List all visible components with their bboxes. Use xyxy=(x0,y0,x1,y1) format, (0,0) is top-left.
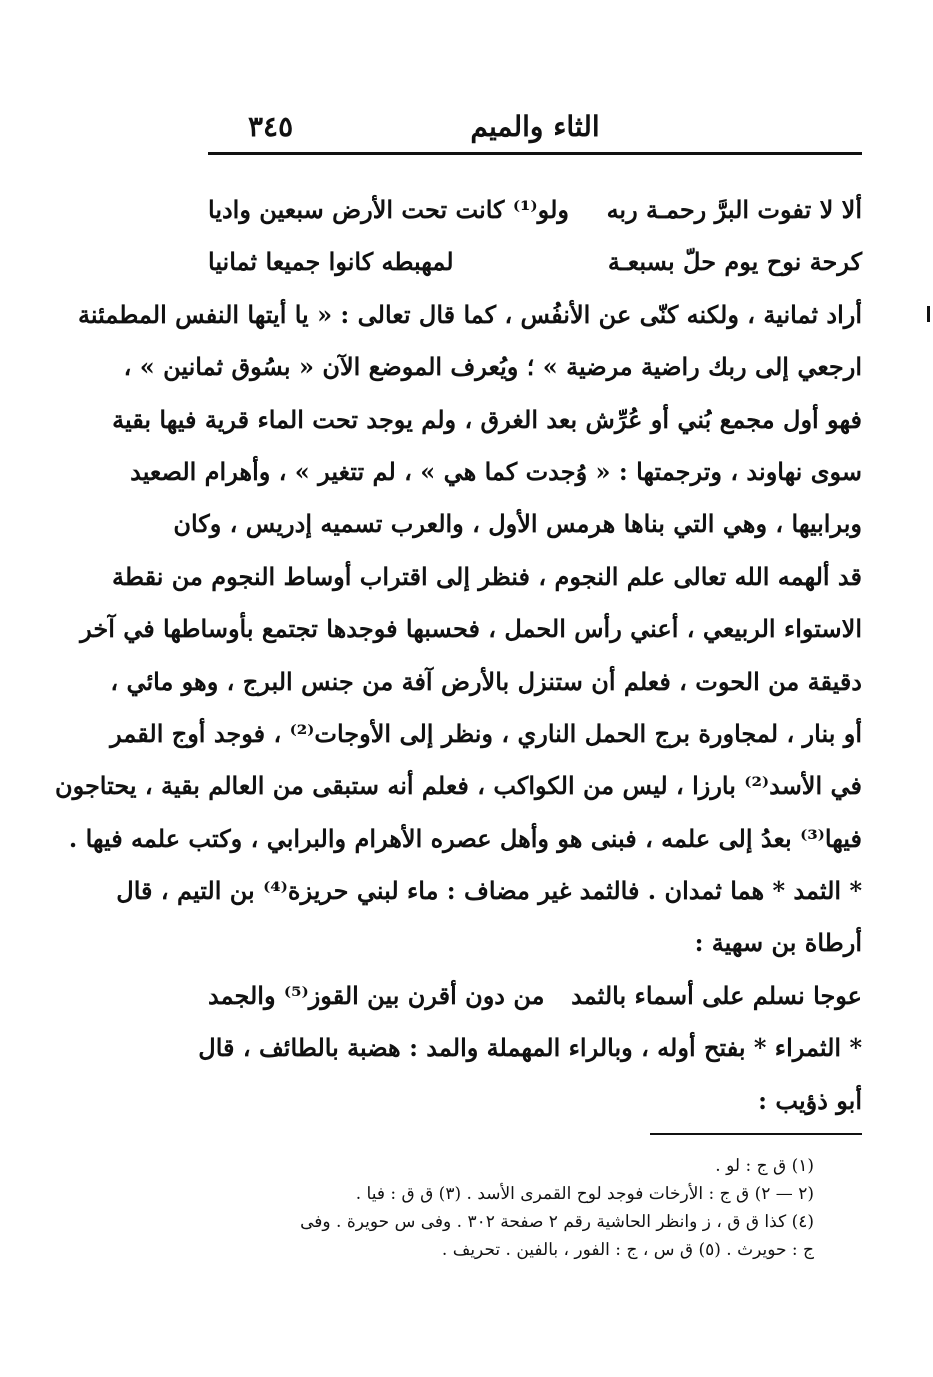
text-line: ارجعي إلى ربك راضية مرضية » ؛ ويُعرف الموضع الآن « بسُوق ثمانين » ، xyxy=(123,352,862,382)
text-line: فيها⁽³⁾ بعدُ إلى علمه ، فبنى هو وأهل عصره الأهرام والبرابي ، وكتب علمه فيها . xyxy=(68,823,862,853)
text-line: فهو أول مجمع بُني أو عُرِّش بعد الغرق ، ولم يوجد تحت الماء قرية فيها بقية xyxy=(112,404,862,434)
text-line: في الأسد⁽²⁾ بارزا ، ليس من الكواكب ، فعلم أنه ستبقى من العالم بقية ، يحتاجون xyxy=(54,771,862,801)
main-text xyxy=(54,184,862,1127)
text-line: قد ألهمه الله تعالى علم النجوم ، فنظر إلى اقتراب أوساط النجوم من نقطة xyxy=(112,561,862,591)
verse-hemistich-left: لمهبطه كانوا جميعا ثمانيا xyxy=(208,247,454,277)
verse-hemistich-right: كرحة نوح يوم حلّ بسبعـة xyxy=(607,247,862,277)
page-header xyxy=(208,104,862,148)
verse-hemistich-left: ولو⁽¹⁾ كانت تحت الأرض سبعين واديا xyxy=(208,195,569,224)
verse-line xyxy=(208,970,862,1022)
footnotes xyxy=(224,1152,814,1264)
footnote: (٢ — ٢) ق ج : الأرخات فوجد لوح القمرى الأسد . (٣) ق ق : فيا . xyxy=(355,1184,814,1204)
text-line: أرطاة بن سهية : xyxy=(694,928,862,958)
entry-heading-line: * الثمد * هما ثمدان . فالثمد غير مضاف : ماء لبني حريزة⁽⁴⁾ بن التيم ، قال xyxy=(116,876,862,906)
running-title: الثاء والميم xyxy=(470,110,600,143)
text-line: أو بنار ، لمجاورة برج الحمل الناري ، ونظر إلى الأوجات⁽²⁾ ، فوجد أوج القمر xyxy=(110,718,862,748)
footnote: (٤) كذا ق ق ، ز وانظر الحاشية رقم ٢ صفحة ٣٠٢ . وفى س حويرة . وفى xyxy=(300,1212,814,1232)
text-line: دقيقة من الحوت ، فعلم أن ستنزل بالأرض آفة من جنس البرج ، وهو مائي ، xyxy=(110,666,862,696)
footnote: ج : حويرث . (٥) ق س ، ج : الفور ، بالفين . تحريف . xyxy=(441,1240,814,1260)
entry-heading-line: * الثمراء * بفتح أوله ، وبالراء المهملة والمد : هضبة بالطائف ، قال xyxy=(198,1033,862,1063)
text-line: سوى نهاوند ، وترجمتها : « وُجدت كما هي » ، لم تتغير » ، وأهرام الصعيد xyxy=(130,456,862,486)
margin-mark xyxy=(927,306,930,322)
verse-line xyxy=(208,184,862,236)
footnote-rule xyxy=(650,1133,862,1135)
page-number: ٣٤٥ xyxy=(248,110,294,143)
verse-hemistich-left: من دون أقرن بين القوز⁽⁵⁾ والجمد xyxy=(208,980,545,1010)
header-rule xyxy=(208,152,862,155)
footnote: (١) ق ج : لو . xyxy=(715,1156,814,1176)
verse-line xyxy=(208,236,862,288)
text-line: أبو ذؤيب : xyxy=(758,1085,862,1115)
text-line: وبرابيها ، وهي التي بناها هرمس الأول ، والعرب تسميه إدريس ، وكان xyxy=(173,509,862,539)
text-line: أراد ثمانية ، ولكنه كنّى عن الأنفُس ، كما قال تعالى : « يا أيتها النفس المطمئنة xyxy=(77,299,862,329)
verse-hemistich-right: ألا لا تفوت البرَّ رحمـة ربه xyxy=(606,195,862,224)
verse-hemistich-right: عوجا نسلم على أسماء بالثمد xyxy=(571,980,862,1010)
text-line: الاستواء الربيعي ، أعني رأس الحمل ، فحسبها فوجدها تجتمع بأوساطها في آخر xyxy=(80,614,862,644)
